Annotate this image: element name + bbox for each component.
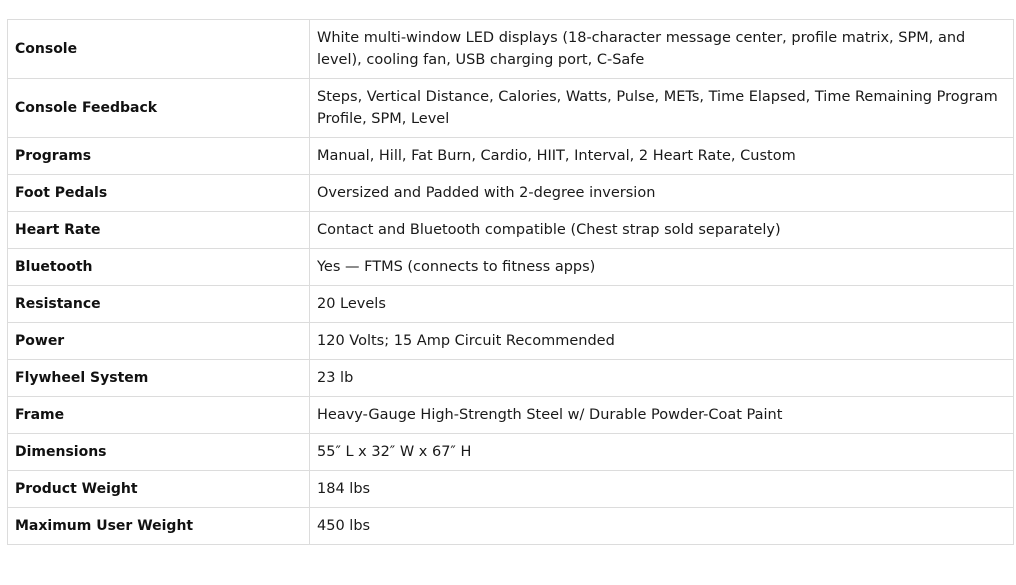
table-row	[8, 138, 1014, 175]
spec-value-heart-rate: Contact and Bluetooth compatible (Chest strap sold separately)	[310, 212, 1014, 249]
table-row	[8, 397, 1014, 434]
spec-value-bluetooth: Yes — FTMS (connects to fitness apps)	[310, 249, 1014, 286]
spec-value-programs: Manual, Hill, Fat Burn, Cardio, HIIT, Interval, 2 Heart Rate, Custom	[310, 138, 1014, 175]
spec-label-resistance: Resistance	[8, 286, 310, 323]
table-row	[8, 249, 1014, 286]
table-row	[8, 471, 1014, 508]
spec-label-flywheel-system: Flywheel System	[8, 360, 310, 397]
spec-value-product-weight: 184 lbs	[310, 471, 1014, 508]
table-row	[8, 508, 1014, 545]
spec-label-power: Power	[8, 323, 310, 360]
table-row	[8, 323, 1014, 360]
table-row	[8, 360, 1014, 397]
spec-value-dimensions: 55″ L x 32″ W x 67″ H	[310, 434, 1014, 471]
spec-value-resistance: 20 Levels	[310, 286, 1014, 323]
spec-label-foot-pedals: Foot Pedals	[8, 175, 310, 212]
spec-label-bluetooth: Bluetooth	[8, 249, 310, 286]
table-row	[8, 286, 1014, 323]
spec-label-programs: Programs	[8, 138, 310, 175]
spec-value-power: 120 Volts; 15 Amp Circuit Recommended	[310, 323, 1014, 360]
table-row	[8, 434, 1014, 471]
table-row	[8, 212, 1014, 249]
spec-value-frame: Heavy-Gauge High-Strength Steel w/ Durable Powder-Coat Paint	[310, 397, 1014, 434]
spec-label-maximum-user-weight: Maximum User Weight	[8, 508, 310, 545]
spec-label-heart-rate: Heart Rate	[8, 212, 310, 249]
spec-label-console: Console	[8, 20, 310, 79]
spec-label-console-feedback: Console Feedback	[8, 79, 310, 138]
table-row	[8, 79, 1014, 138]
spec-label-frame: Frame	[8, 397, 310, 434]
spec-table	[7, 19, 1014, 545]
spec-value-maximum-user-weight: 450 lbs	[310, 508, 1014, 545]
spec-value-console-feedback: Steps, Vertical Distance, Calories, Watts, Pulse, METs, Time Elapsed, Time Remaining Program Profile, SPM, Level	[310, 79, 1014, 138]
spec-value-foot-pedals: Oversized and Padded with 2-degree inversion	[310, 175, 1014, 212]
spec-value-console: White multi-window LED displays (18-character message center, profile matrix, SPM, and level), cooling fan, USB charging port, C-Safe	[310, 20, 1014, 79]
spec-value-flywheel-system: 23 lb	[310, 360, 1014, 397]
table-row	[8, 20, 1014, 79]
table-row	[8, 175, 1014, 212]
spec-label-dimensions: Dimensions	[8, 434, 310, 471]
spec-label-product-weight: Product Weight	[8, 471, 310, 508]
